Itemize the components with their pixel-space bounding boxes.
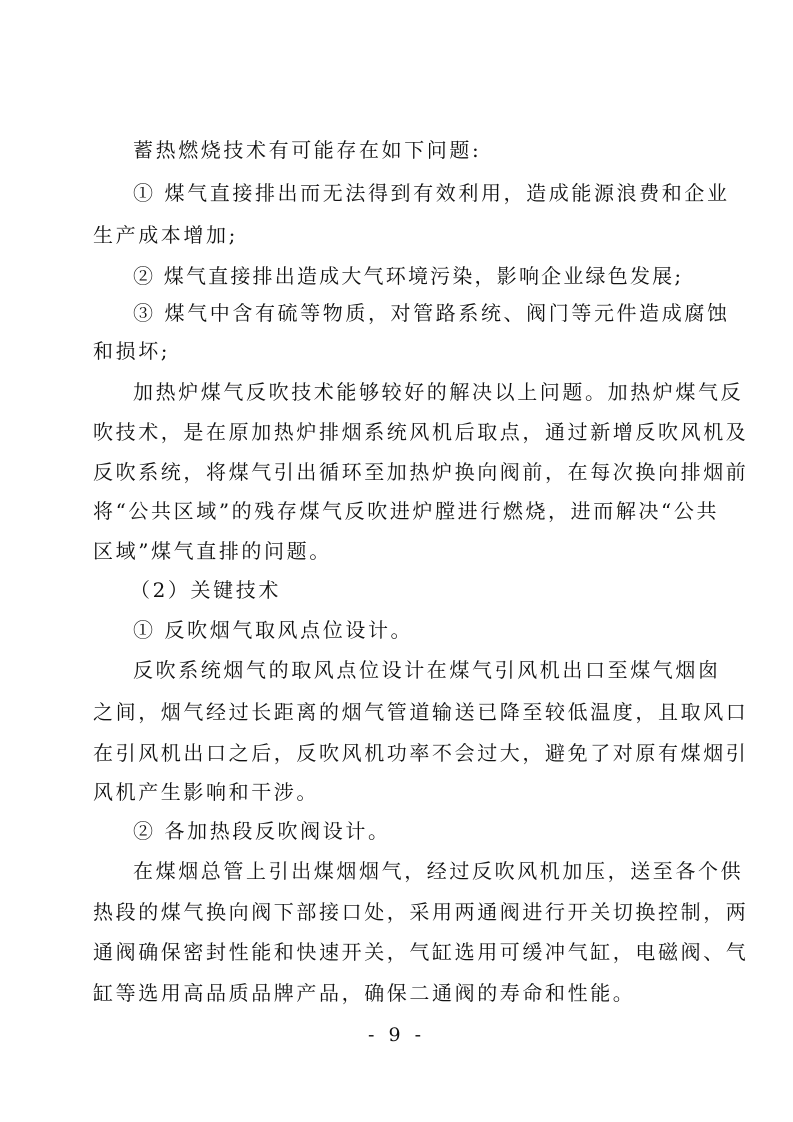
subheading-1: ① 反吹烟气取风点位设计。	[133, 618, 414, 642]
section-heading: （2）关键技术	[130, 578, 281, 602]
list-item-2-line: ② 煤气直接排出造成大气环境污染，影响企业绿色发展;	[133, 264, 684, 288]
page-number: - 9 -	[367, 1024, 425, 1046]
subheading-2: ② 各加热段反吹阀设计。	[133, 819, 391, 843]
paragraph-solution-line-1: 加热炉煤气反吹技术能够较好的解决以上问题。加热炉煤气反	[133, 380, 744, 404]
paragraph-solution-line-3: 反吹系统，将煤气引出循环至加热炉换向阀前，在每次换向排烟前	[93, 460, 749, 484]
paragraph-airtake-line-3: 在引风机出口之后，反吹风机功率不会过大，避免了对原有煤烟引	[93, 741, 749, 765]
paragraph-valve-line-2: 热段的煤气换向阀下部接口处，采用两通阀进行开关切换控制，两	[93, 900, 749, 924]
paragraph-solution-line-5: 区域”煤气直排的问题。	[93, 539, 332, 563]
paragraph-solution-line-4: 将“公共区域”的残存煤气反吹进炉膛进行燃烧，进而解决“公共	[93, 499, 720, 523]
paragraph-valve-line-4: 缸等选用高品质品牌产品，确保二通阀的寿命和性能。	[93, 981, 636, 1005]
paragraph-airtake-line-4: 风机产生影响和干涉。	[93, 780, 319, 804]
list-item-1-line-1: ① 煤气直接排出而无法得到有效利用，造成能源浪费和企业	[133, 181, 730, 205]
paragraph-airtake-line-2: 之间，烟气经过长距离的烟气管道输送已降至较低温度，且取风口	[93, 700, 749, 724]
paragraph-airtake-line-1: 反吹系统烟气的取风点位设计在煤气引风机出口至煤气烟囱	[133, 658, 721, 682]
paragraph-valve-line-1: 在煤烟总管上引出煤烟烟气，经过反吹风机加压，送至各个供	[133, 859, 744, 883]
paragraph-intro-line: 蓄热燃烧技术有可能存在如下问题:	[133, 138, 482, 162]
list-item-1-line-2: 生产成本增加;	[93, 223, 238, 247]
list-item-3-line-1: ③ 煤气中含有硫等物质，对管路系统、阀门等元件造成腐蚀	[133, 301, 730, 325]
paragraph-solution-line-2: 吹技术，是在原加热炉排烟系统风机后取点，通过新增反吹风机及	[93, 420, 749, 444]
paragraph-valve-line-3: 通阀确保密封性能和快速开关，气缸选用可缓冲气缸，电磁阀、气	[93, 940, 749, 964]
list-item-3-line-2: 和损坏;	[93, 339, 171, 363]
